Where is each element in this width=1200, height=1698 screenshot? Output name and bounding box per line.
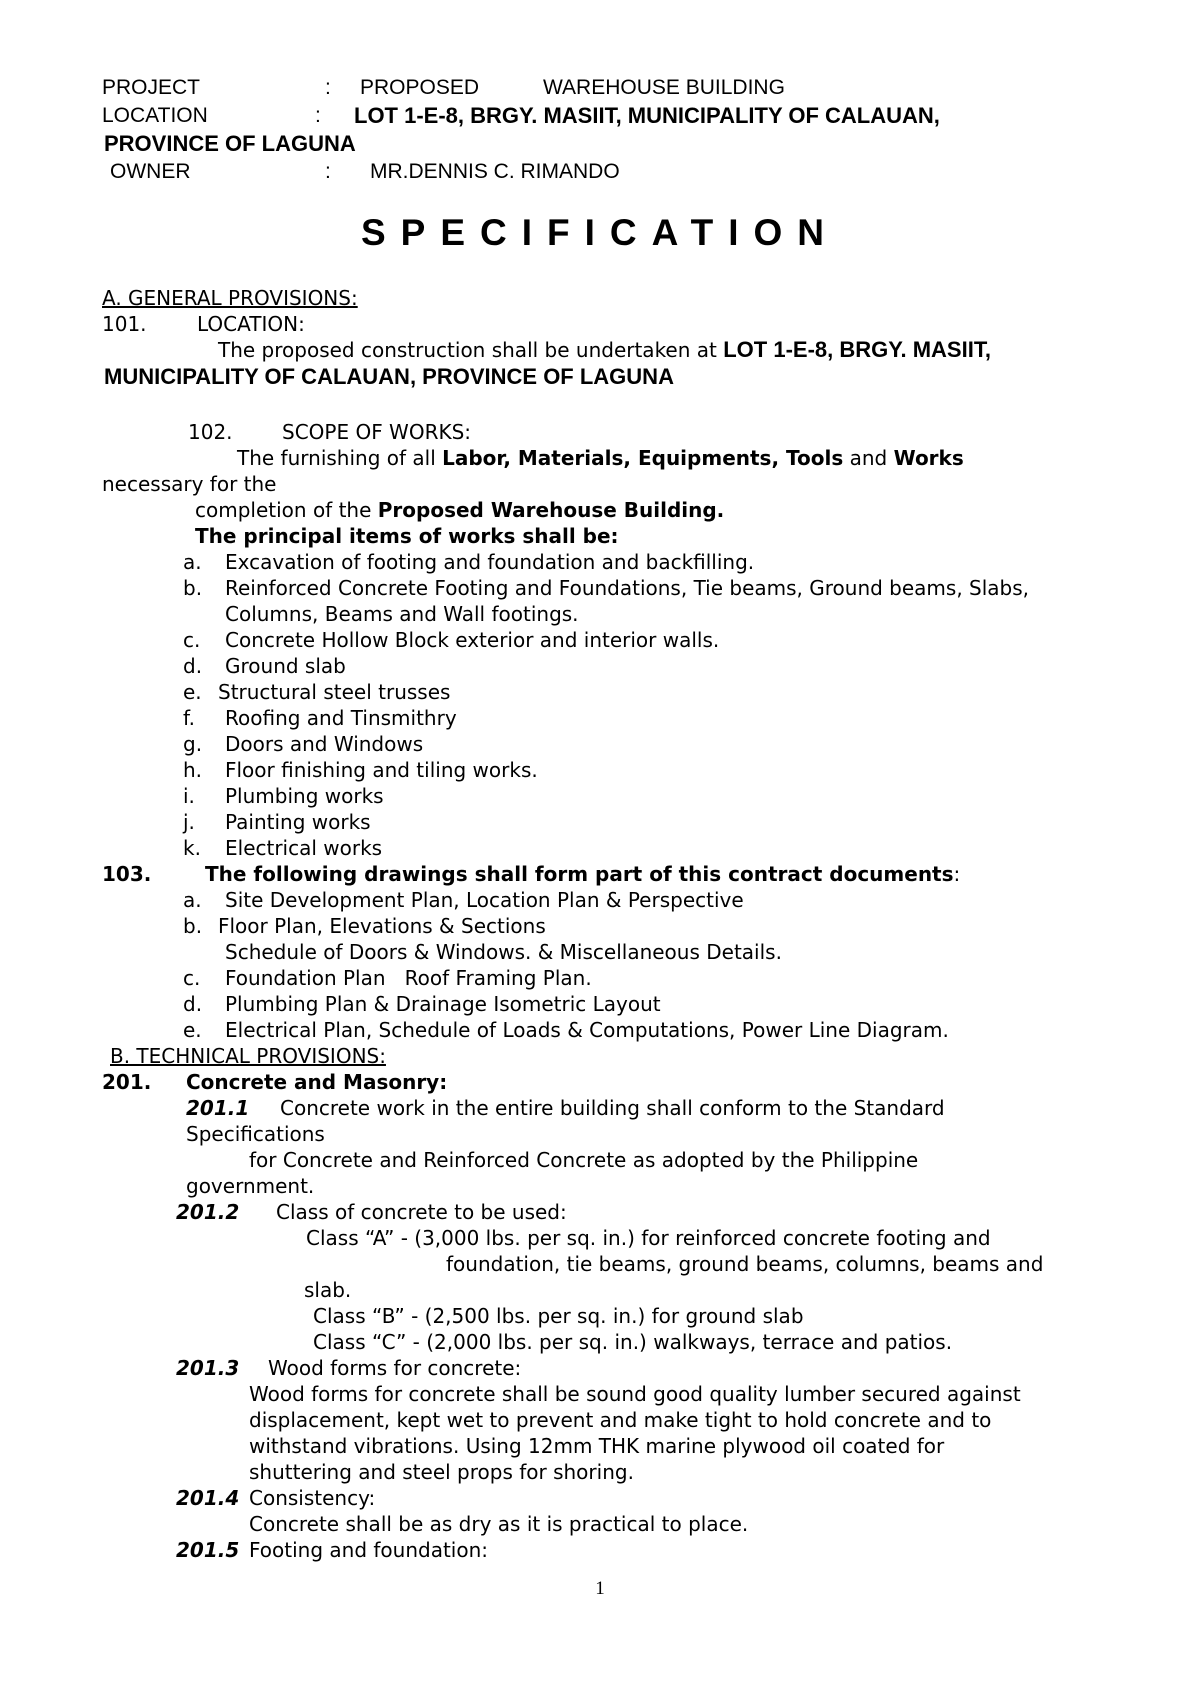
list-item-marker: c.: [183, 628, 201, 652]
list-item-marker: c.: [183, 966, 201, 990]
project-value-2: WAREHOUSE BUILDING: [543, 76, 785, 99]
s2011-line-3: for Concrete and Reinforced Concrete as adopted by the Philippine: [249, 1148, 919, 1172]
list-item-marker: a.: [183, 888, 202, 912]
list-item: Floor Plan, Elevations & Sections: [218, 914, 546, 938]
s2014-number: 201.4: [176, 1486, 240, 1510]
s2013-line-2: displacement, kept wet to prevent and make tight to hold concrete and to: [249, 1408, 992, 1432]
location-value: LOT 1-E-8, BRGY. MASIIT, MUNICIPALITY OF CALAUAN,: [354, 103, 940, 128]
list-item: Excavation of footing and foundation and backfilling.: [225, 550, 755, 574]
owner-label: OWNER: [110, 160, 191, 183]
list-item-marker: k.: [183, 836, 201, 860]
owner-colon: :: [325, 160, 331, 183]
list-item-marker: f.: [183, 706, 195, 730]
s101-text: The proposed construction shall be undertaken at LOT 1-E-8, BRGY. MASIIT,: [218, 337, 991, 362]
list-item-marker: g.: [183, 732, 203, 756]
list-item: Site Development Plan, Location Plan & Perspective: [225, 888, 744, 912]
s103-title: The following drawings shall form part of this contract documents:: [205, 862, 961, 886]
list-item-marker: b.: [183, 576, 203, 600]
s2012-class-a-3: slab.: [304, 1278, 352, 1302]
s2013-line-1: Wood forms for concrete shall be sound good quality lumber secured against: [249, 1382, 1021, 1406]
s2012-class-b: Class “B” - (2,500 lbs. per sq. in.) for ground slab: [313, 1304, 804, 1328]
project-value-1: PROPOSED: [360, 76, 480, 99]
s2015-title: Footing and foundation:: [249, 1538, 489, 1562]
section-a-heading: A. GENERAL PROVISIONS:: [102, 286, 358, 310]
s2012-class-a-2: foundation, tie beams, ground beams, columns, beams and: [446, 1252, 1044, 1276]
location-label: LOCATION: [102, 104, 208, 127]
s2014-title: Consistency:: [249, 1486, 376, 1510]
s2011-number: 201.1: [186, 1096, 250, 1120]
list-item-marker: d.: [183, 992, 203, 1016]
list-item-marker: e.: [183, 680, 202, 704]
s102-line-2: necessary for the: [102, 472, 277, 496]
s2011-line-2: Specifications: [186, 1122, 325, 1146]
s2013-line-4: shuttering and steel props for shoring.: [249, 1460, 634, 1484]
list-item: Plumbing Plan & Drainage Isometric Layout: [225, 992, 661, 1016]
s201-number: 201.: [102, 1070, 152, 1094]
list-item: Plumbing works: [225, 784, 384, 808]
s101-title: LOCATION:: [197, 312, 305, 336]
list-item: Structural steel trusses: [218, 680, 451, 704]
section-b-heading: B. TECHNICAL PROVISIONS:: [110, 1044, 386, 1068]
list-item-marker: a.: [183, 550, 202, 574]
s2013-number: 201.3: [176, 1356, 240, 1380]
s102-principal: The principal items of works shall be:: [195, 524, 619, 548]
list-item: Foundation Plan Roof Framing Plan.: [225, 966, 592, 990]
list-item: Columns, Beams and Wall footings.: [225, 602, 579, 626]
s2012-class-a-1: Class “A” - (3,000 lbs. per sq. in.) for reinforced concrete footing and: [306, 1226, 991, 1250]
list-item-marker: i.: [183, 784, 195, 808]
s2012-number: 201.2: [176, 1200, 240, 1224]
s2011-line-4: government.: [186, 1174, 315, 1198]
s103-number: 103.: [102, 862, 152, 886]
list-item: Doors and Windows: [225, 732, 424, 756]
list-item-marker: h.: [183, 758, 203, 782]
owner-value: MR.DENNIS C. RIMANDO: [370, 160, 620, 183]
s102-title: SCOPE OF WORKS:: [282, 420, 472, 444]
list-item: Floor finishing and tiling works.: [225, 758, 538, 782]
s2011-line-1: Concrete work in the entire building shall conform to the Standard: [280, 1096, 945, 1120]
s2012-class-c: Class “C” - (2,000 lbs. per sq. in.) walkways, terrace and patios.: [313, 1330, 953, 1354]
s101-text-2: MUNICIPALITY OF CALAUAN, PROVINCE OF LAGUNA: [104, 364, 674, 389]
list-item-marker: b.: [183, 914, 203, 938]
s2014-line-1: Concrete shall be as dry as it is practical to place.: [249, 1512, 749, 1536]
list-item: Schedule of Doors & Windows. & Miscellaneous Details.: [225, 940, 782, 964]
s102-line-3: completion of the Proposed Warehouse Building.: [195, 498, 725, 522]
list-item: Roofing and Tinsmithry: [225, 706, 457, 730]
project-label: PROJECT: [102, 76, 201, 99]
list-item: Reinforced Concrete Footing and Foundations, Tie beams, Ground beams, Slabs,: [225, 576, 1030, 600]
list-item: Electrical Plan, Schedule of Loads & Computations, Power Line Diagram.: [225, 1018, 949, 1042]
list-item-marker: e.: [183, 1018, 202, 1042]
list-item: Ground slab: [225, 654, 346, 678]
location-value-2: PROVINCE OF LAGUNA: [104, 131, 356, 156]
location-colon: :: [315, 104, 321, 127]
s101-number: 101.: [102, 312, 147, 336]
s2013-title: Wood forms for concrete:: [268, 1356, 522, 1380]
s201-title: Concrete and Masonry:: [186, 1070, 448, 1094]
document-title: SPECIFICATION: [361, 212, 839, 253]
list-item: Electrical works: [225, 836, 383, 860]
project-colon: :: [325, 76, 331, 99]
list-item: Concrete Hollow Block exterior and interior walls.: [225, 628, 720, 652]
s2015-number: 201.5: [176, 1538, 240, 1562]
s102-number: 102.: [188, 420, 233, 444]
s102-line-1: The furnishing of all Labor, Materials, Equipments, Tools and Works: [237, 446, 964, 470]
s2013-line-3: withstand vibrations. Using 12mm THK marine plywood oil coated for: [249, 1434, 945, 1458]
list-item-marker: j.: [183, 810, 195, 834]
list-item-marker: d.: [183, 654, 203, 678]
list-item: Painting works: [225, 810, 371, 834]
s2012-title: Class of concrete to be used:: [276, 1200, 567, 1224]
page-number: 1: [595, 1578, 605, 1599]
